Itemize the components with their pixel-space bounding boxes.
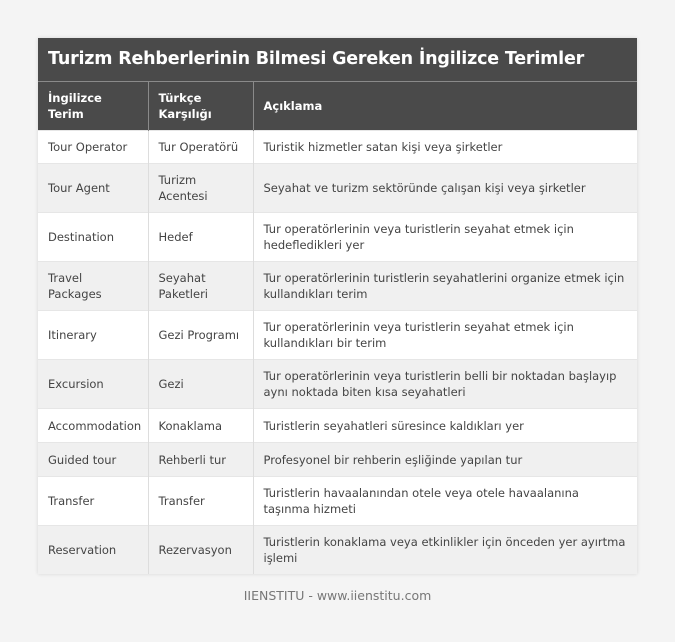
turkish-term-cell: Rezervasyon [148, 526, 253, 575]
footer-credit: IIENSTITU - www.iienstitu.com [243, 588, 432, 603]
turkish-term-cell: Konaklama [148, 409, 253, 443]
description-cell: Tur operatörlerinin turistlerin seyahatlerini organize etmek için kullandıkları terim [253, 262, 637, 311]
english-term-cell: Excursion [38, 360, 148, 409]
description-cell: Seyahat ve turizm sektöründe çalışan kişi veya şirketler [253, 164, 637, 213]
header-row [38, 82, 637, 131]
table-row [38, 213, 637, 262]
english-term-cell: Destination [38, 213, 148, 262]
turkish-term-cell: Gezi [148, 360, 253, 409]
table-row [38, 526, 637, 575]
column-header-description: Açıklama [253, 82, 637, 131]
column-header-english-term: İngilizce Terim [38, 82, 148, 131]
turkish-term-cell: Turizm Acentesi [148, 164, 253, 213]
english-term-cell: Reservation [38, 526, 148, 575]
column-header-turkish-equivalent: Türkçe Karşılığı [148, 82, 253, 131]
table-row [38, 360, 637, 409]
english-term-cell: Tour Operator [38, 131, 148, 164]
turkish-term-cell: Hedef [148, 213, 253, 262]
description-cell: Tur operatörlerinin veya turistlerin seyahat etmek için hedefledikleri yer [253, 213, 637, 262]
description-cell: Turistlerin konaklama veya etkinlikler için önceden yer ayırtma işlemi [253, 526, 637, 575]
turkish-term-cell: Transfer [148, 477, 253, 526]
table-row [38, 164, 637, 213]
english-term-cell: Travel Packages [38, 262, 148, 311]
turkish-term-cell: Gezi Programı [148, 311, 253, 360]
english-term-cell: Accommodation [38, 409, 148, 443]
turkish-term-cell: Tur Operatörü [148, 131, 253, 164]
table-row [38, 311, 637, 360]
description-cell: Turistlerin seyahatleri süresince kaldıkları yer [253, 409, 637, 443]
description-cell: Tur operatörlerinin veya turistlerin belli bir noktadan başlayıp aynı noktada biten kısa seyahatleri [253, 360, 637, 409]
table-row [38, 262, 637, 311]
table-row [38, 443, 637, 477]
turkish-term-cell: Rehberli tur [148, 443, 253, 477]
description-cell: Tur operatörlerinin veya turistlerin seyahat etmek için kullandıkları bir terim [253, 311, 637, 360]
description-cell: Turistlerin havaalanından otele veya otele havaalanına taşınma hizmeti [253, 477, 637, 526]
turkish-term-cell: Seyahat Paketleri [148, 262, 253, 311]
english-term-cell: Guided tour [38, 443, 148, 477]
english-term-cell: Itinerary [38, 311, 148, 360]
terms-table [38, 82, 637, 574]
english-term-cell: Tour Agent [38, 164, 148, 213]
table-row [38, 409, 637, 443]
terms-table-card [38, 38, 637, 574]
description-cell: Turistik hizmetler satan kişi veya şirketler [253, 131, 637, 164]
description-cell: Profesyonel bir rehberin eşliğinde yapılan tur [253, 443, 637, 477]
english-term-cell: Transfer [38, 477, 148, 526]
table-row [38, 477, 637, 526]
table-title: Turizm Rehberlerinin Bilmesi Gereken İngilizce Terimler [38, 38, 637, 82]
table-row [38, 131, 637, 164]
